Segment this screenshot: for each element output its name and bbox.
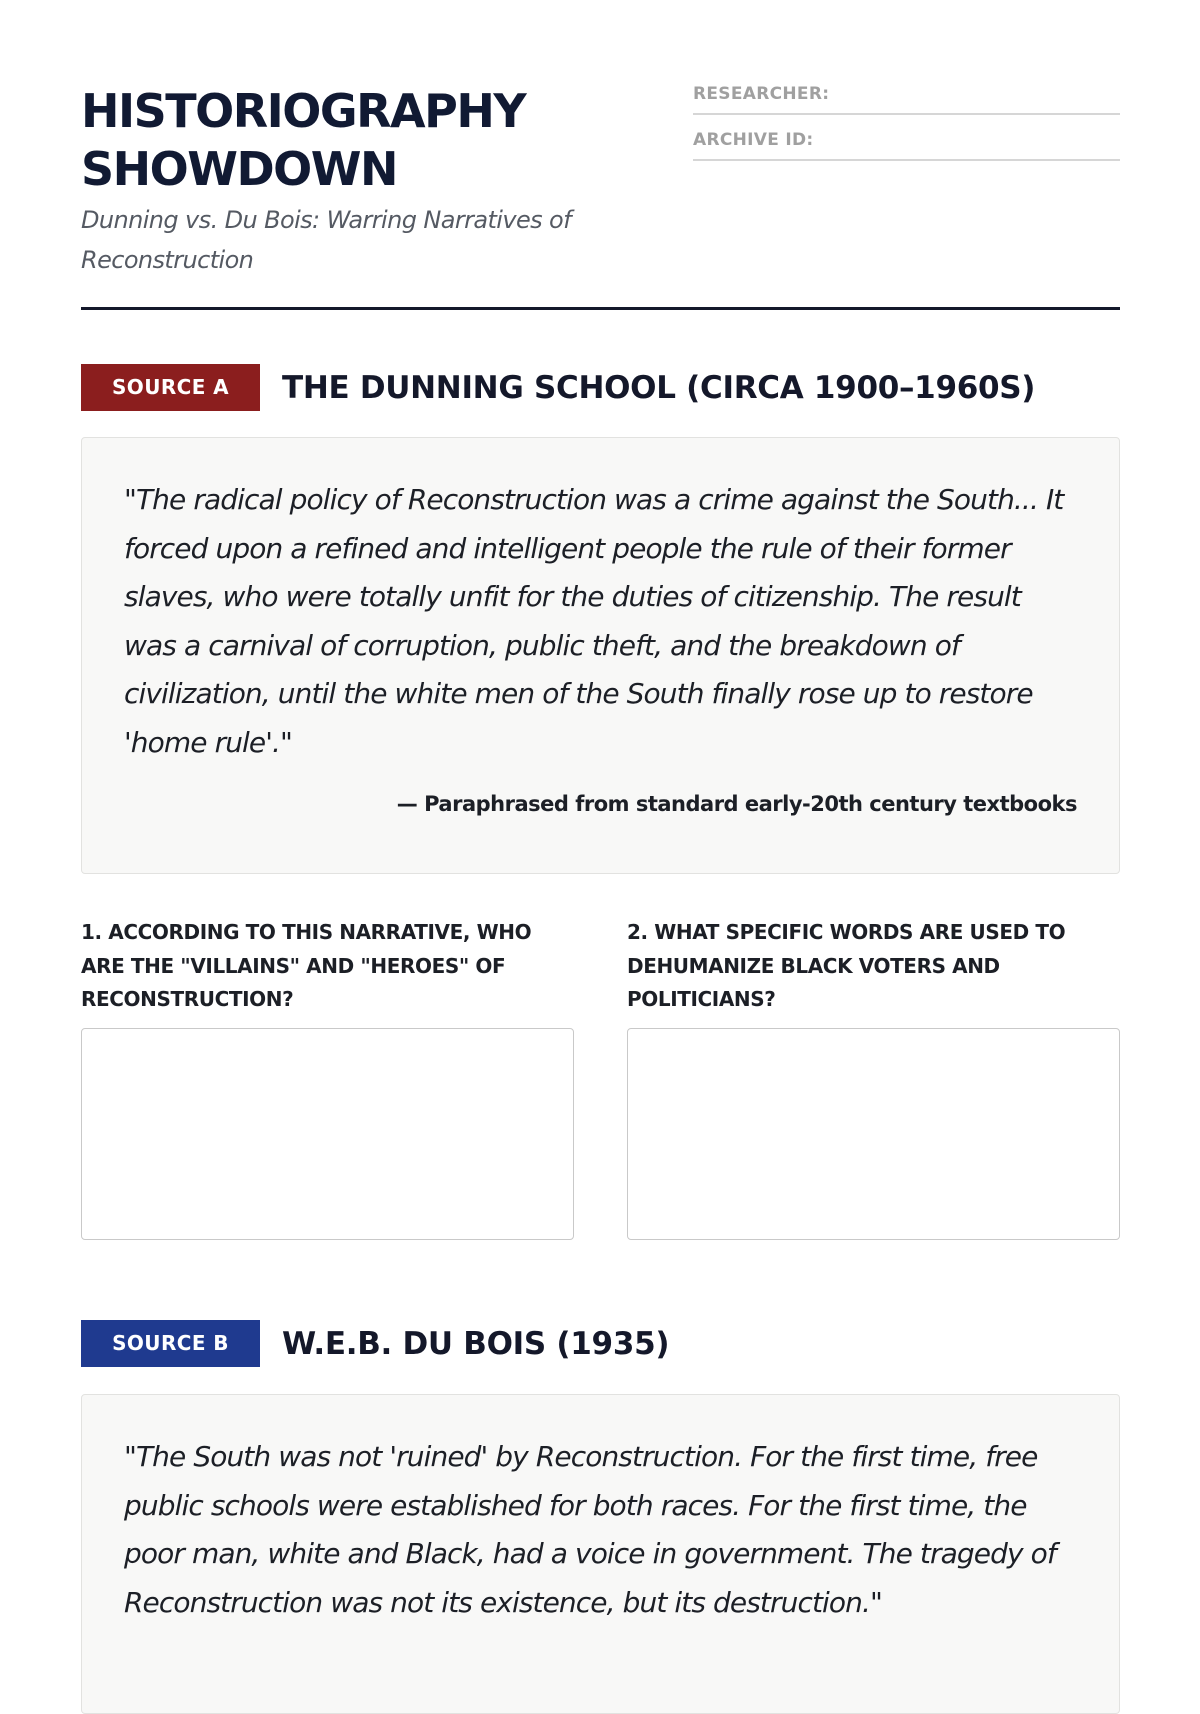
question-2: [627, 916, 1120, 1026]
question-2-answer-input[interactable]: [627, 1028, 1120, 1240]
archive-id-label: ARCHIVE ID:: [693, 130, 814, 150]
source-b-heading: [81, 1320, 1120, 1368]
researcher-label: RESEARCHER:: [693, 84, 830, 104]
source-a-heading: [81, 364, 1120, 412]
worksheet-page: [81, 0, 1120, 1619]
worksheet-header: [81, 82, 1120, 308]
source-a-badge: SOURCE A: [81, 364, 260, 411]
source-b-title: W.E.B. DU BOIS (1935): [282, 1326, 670, 1362]
identity-fields: [693, 82, 1120, 174]
source-a-quote: "The radical policy of Reconstruction was a crime against the South... It forced upon a refined and intelligent people the rule of their former slaves, who were totally unfit for the duties of citizenship. The result was a carnival of corruption, public theft, and the breakdown of civilization, until the white men of the South finally rose up to restore 'home rule'.": [124, 483, 1064, 759]
researcher-field[interactable]: [693, 82, 1120, 115]
source-a-quote-box: [81, 437, 1120, 874]
question-2-label: 2. WHAT SPECIFIC WORDS ARE USED TO DEHUMANIZE BLACK VOTERS AND POLITICIANS?: [627, 920, 1066, 1011]
source-b-quote: "The South was not 'ruined' by Reconstruction. For the first time, free public schools were established for both races. For the first time, the poor man, white and Black, had a voice in government. The tragedy of Reconstruction was not its existence, but its destruction.": [124, 1440, 1056, 1619]
question-1: [81, 916, 574, 1026]
page-title: HISTORIOGRAPHY SHOWDOWN: [81, 84, 526, 196]
source-a-attribution: — Paraphrased from standard early-20th century textbooks: [396, 792, 1077, 816]
header-divider: [81, 307, 1120, 310]
page-subtitle: Dunning vs. Du Bois: Warring Narratives of Reconstruction: [81, 206, 571, 274]
source-a-title: THE DUNNING SCHOOL (CIRCA 1900–1960S): [282, 370, 1036, 406]
question-1-label: 1. ACCORDING TO THIS NARRATIVE, WHO ARE THE "VILLAINS" AND "HEROES" OF RECONSTRUCTION?: [81, 920, 532, 1011]
question-1-answer-input[interactable]: [81, 1028, 574, 1240]
source-b-quote-box: [81, 1394, 1120, 1714]
archive-id-field[interactable]: [693, 128, 1120, 161]
source-b-badge: SOURCE B: [81, 1320, 260, 1367]
